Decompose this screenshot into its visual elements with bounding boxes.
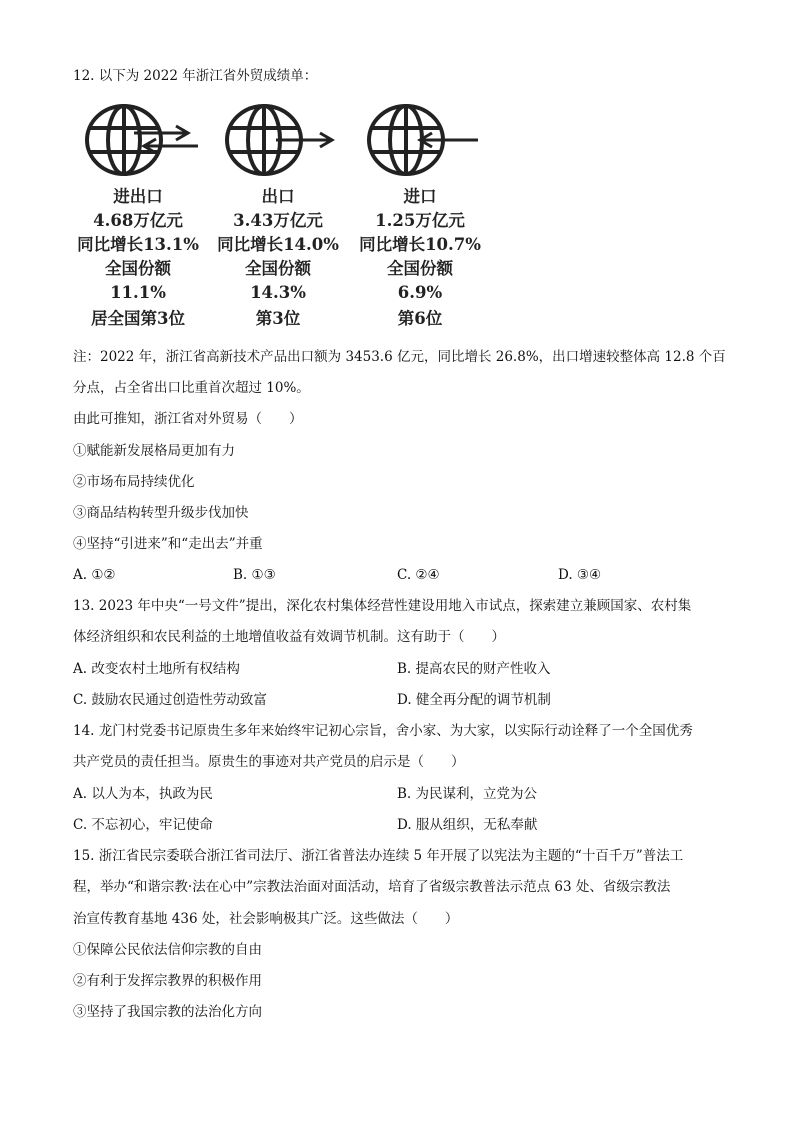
q15-stem-line-3: 治宣传教育基地 436 处，社会影响极其广泛。这些做法（ ） xyxy=(73,911,459,927)
q12-statement-4: ④坚持“引进来”和“走出去”并重 xyxy=(73,536,263,552)
figure-amount: 4.68万亿元 xyxy=(93,211,183,230)
q13-option-b[interactable]: B. 提高农民的财产性收入 xyxy=(397,661,551,677)
q12-statement-3: ③商品结构转型升级步伐加快 xyxy=(73,505,249,521)
figure-export xyxy=(208,100,348,331)
figure-share-label: 全国份额 xyxy=(387,259,453,278)
q12-note-line-1: 注：2022 年，浙江省高新技术产品出口额为 3453.6 亿元，同比增长 26.8%，出口增速较整体高 12.8 个百 xyxy=(73,349,726,365)
q14-option-a[interactable]: A. 以人为本，执政为民 xyxy=(73,786,213,802)
globe-inward-arrow-icon xyxy=(356,100,484,180)
globe-outward-arrow-icon xyxy=(214,100,342,180)
q13-option-c[interactable]: C. 鼓励农民通过创造性劳动致富 xyxy=(73,692,267,708)
q14-option-b[interactable]: B. 为民谋利，立党为公 xyxy=(397,786,538,802)
figure-title: 进出口 xyxy=(113,187,163,206)
figure-share: 11.1% xyxy=(110,283,166,302)
q12-note-line-2: 分点，占全省出口比重首次超过 10%。 xyxy=(73,380,310,396)
q12-option-b[interactable]: B. ①③ xyxy=(233,567,276,583)
q15-statement-1: ①保障公民依法信仰宗教的自由 xyxy=(73,942,262,958)
q14-stem-line-1: 14. 龙门村党委书记原贵生多年来始终牢记初心宗旨，舍小家、为大家，以实际行动诠释了一个全国优秀 xyxy=(73,723,693,739)
figure-amount: 3.43万亿元 xyxy=(233,211,323,230)
q15-stem-line-2: 程，举办“和谐宗教·法在心中”宗教法治面对面活动，培育了省级宗教普法示范点 63 处、省级宗教法 xyxy=(73,879,671,895)
q14-option-c[interactable]: C. 不忘初心，牢记使命 xyxy=(73,817,213,833)
figure-growth: 同比增长13.1% xyxy=(77,235,199,254)
q12-statement-2: ②市场布局持续优化 xyxy=(73,474,195,490)
q13-stem-line-2: 体经济组织和农民利益的土地增值收益有效调节机制。这有助于（ ） xyxy=(73,629,505,645)
q15-statement-2: ②有利于发挥宗教界的积极作用 xyxy=(73,973,262,989)
figure-share-label: 全国份额 xyxy=(245,259,311,278)
q14-stem-line-2: 共产党员的责任担当。原贵生的事迹对共产党员的启示是（ ） xyxy=(73,754,465,770)
q12-option-c[interactable]: C. ②④ xyxy=(397,567,440,583)
q15-stem-line-1: 15. 浙江省民宗委联合浙江省司法厅、浙江省普法办连续 5 年开展了以宪法为主题的“十百千万”普法工 xyxy=(73,848,684,864)
q12-question: 由此可推知，浙江省对外贸易（ ） xyxy=(73,411,303,427)
figure-amount: 1.25万亿元 xyxy=(375,211,465,230)
q13-stem-line-1: 13. 2023 年中央“一号文件”提出，深化农村集体经营性建设用地入市试点，探索建立兼顾国家、农村集 xyxy=(73,598,692,614)
q12-statement-1: ①赋能新发展格局更加有力 xyxy=(73,443,235,459)
q13-option-d[interactable]: D. 健全再分配的调节机制 xyxy=(397,692,551,708)
q12-option-d[interactable]: D. ③④ xyxy=(558,567,602,583)
q14-option-d[interactable]: D. 服从组织，无私奉献 xyxy=(397,817,538,833)
figure-share: 14.3% xyxy=(250,283,306,302)
figure-rank: 第3位 xyxy=(255,309,301,328)
figure-import xyxy=(350,100,490,331)
q13-option-a[interactable]: A. 改变农村土地所有权结构 xyxy=(73,661,240,677)
figure-growth: 同比增长14.0% xyxy=(217,235,339,254)
figure-share: 6.9% xyxy=(397,283,443,302)
q12-option-a[interactable]: A. ①② xyxy=(73,567,116,583)
figure-growth: 同比增长10.7% xyxy=(359,235,481,254)
figure-import-export xyxy=(68,100,208,331)
q12-stem: 12. 以下为 2022 年浙江省外贸成绩单： xyxy=(73,68,318,84)
figure-rank: 第6位 xyxy=(397,309,443,328)
globe-two-way-arrows-icon xyxy=(74,100,202,180)
figure-rank: 居全国第3位 xyxy=(91,309,185,328)
figure-title: 出口 xyxy=(261,187,295,206)
q15-statement-3: ③坚持了我国宗教的法治化方向 xyxy=(73,1004,262,1020)
figure-share-label: 全国份额 xyxy=(105,259,171,278)
figure-title: 进口 xyxy=(403,187,437,206)
